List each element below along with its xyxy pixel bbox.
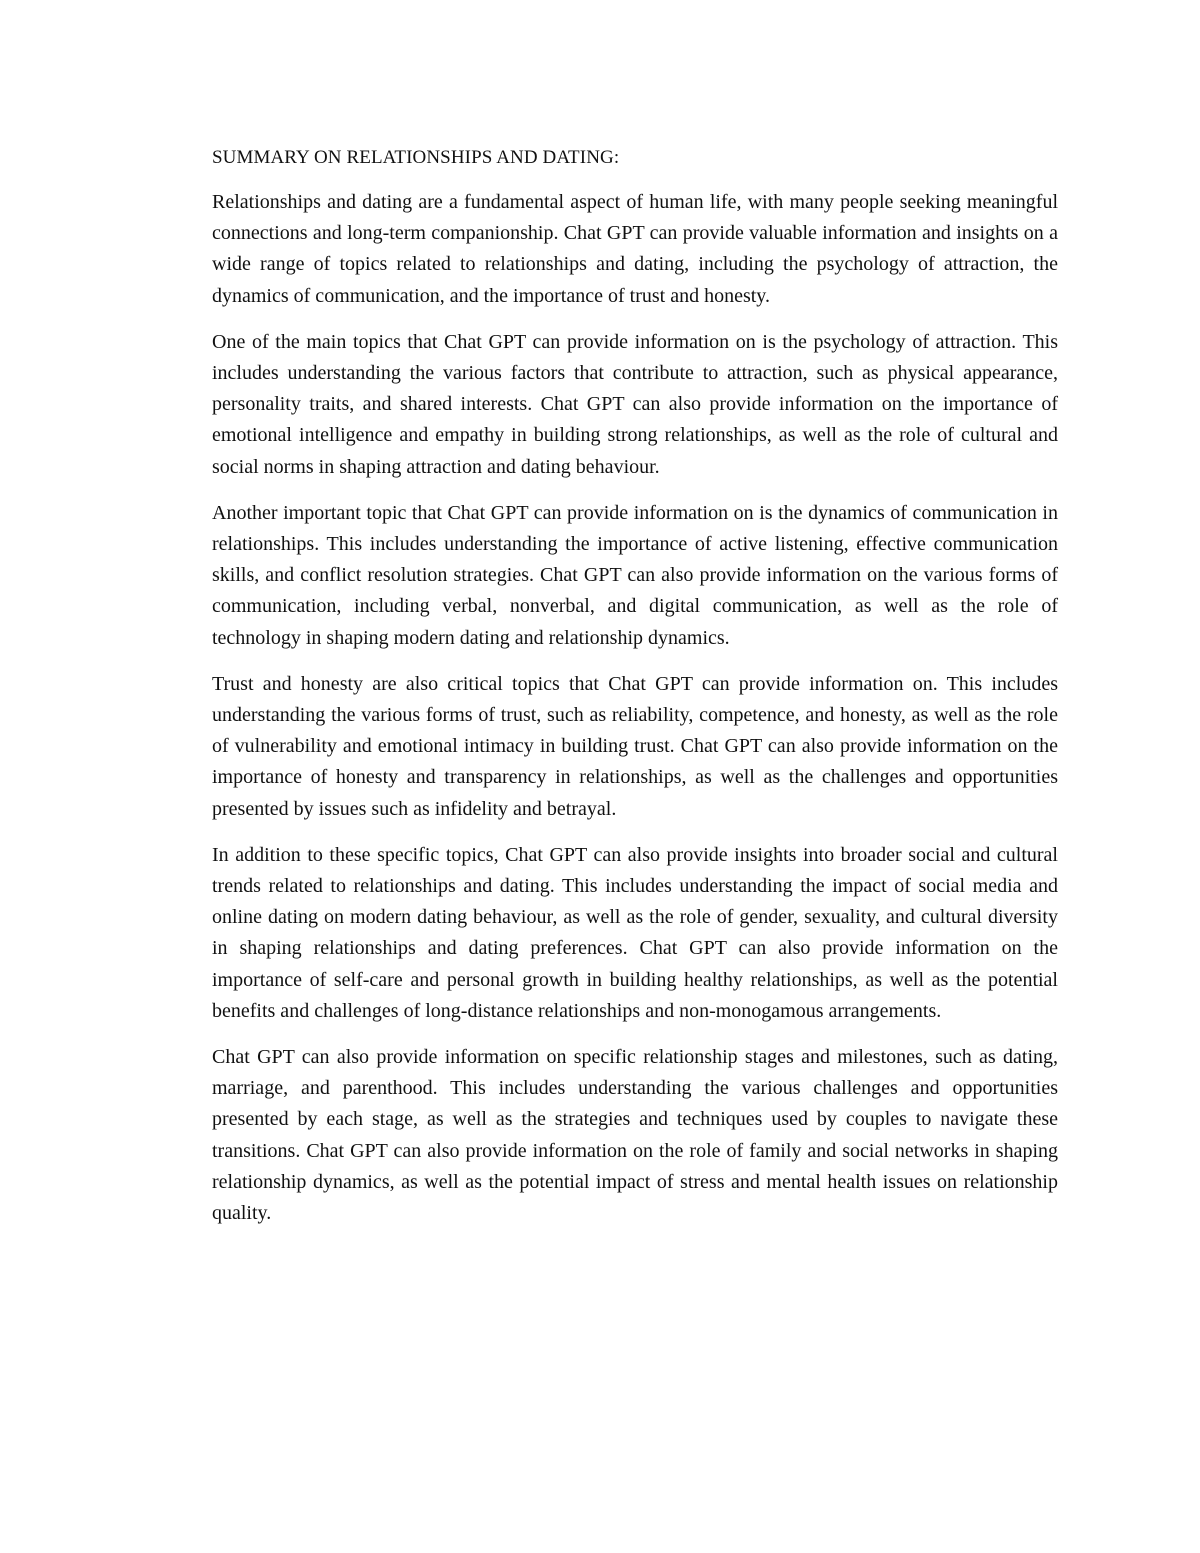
document-title: SUMMARY ON RELATIONSHIPS AND DATING:: [212, 147, 620, 168]
paragraph-attraction: One of the main topics that Chat GPT can provide information on is the psychology of attraction. This includes understanding the various factors that contribute to attraction, such as physical appearance, personality traits, and shared interests. Chat GPT can also provide information on the importance of emotional intelligence and empathy in building strong relationships, as well as the role of cultural and social norms in shaping attraction and dating behaviour.: [212, 330, 1058, 478]
paragraph-stages: Chat GPT can also provide information on specific relationship stages and milestones, such as dating, marriage, and parenthood. This includes understanding the various challenges and opportunities presented by each stage, as well as the strategies and techniques used by couples to navigate these transitions. Chat GPT can also provide information on the role of family and social networks in shaping relationship dynamics, as well as the potential impact of stress and mental health issues on relationship quality.: [212, 1046, 1058, 1225]
paragraph-intro: Relationships and dating are a fundamental aspect of human life, with many people seeking meaningful connections and long-term companionship. Chat GPT can provide valuable information and insights on a wide range of topics related to relationships and dating, including the psychology of attraction, the dynamics of communication, and the importance of trust and honesty.: [212, 191, 1058, 307]
paragraph-trends: In addition to these specific topics, Chat GPT can also provide insights into broader social and cultural trends related to relationships and dating. This includes understanding the impact of social media and online dating on modern dating behaviour, as well as the role of gender, sexuality, and cultural diversity in shaping relationships and dating preferences. Chat GPT can also provide information on the importance of self-care and personal growth in building healthy relationships, as well as the potential benefits and challenges of long-distance relationships and non-monogamous arrangements.: [212, 843, 1058, 1022]
document-page: [212, 142, 1058, 1244]
paragraph-communication: Another important topic that Chat GPT can provide information on is the dynamics of communication in relationships. This includes understanding the importance of active listening, effective communication skills, and conflict resolution strategies. Chat GPT can also provide information on the various forms of communication, including verbal, nonverbal, and digital communication, as well as the role of technology in shaping modern dating and relationship dynamics.: [212, 501, 1058, 649]
paragraph-trust: Trust and honesty are also critical topics that Chat GPT can provide information on. This includes understanding the various forms of trust, such as reliability, competence, and honesty, as well as the role of vulnerability and emotional intimacy in building trust. Chat GPT can also provide information on the importance of honesty and transparency in relationships, as well as the challenges and opportunities presented by issues such as infidelity and betrayal.: [212, 672, 1058, 820]
